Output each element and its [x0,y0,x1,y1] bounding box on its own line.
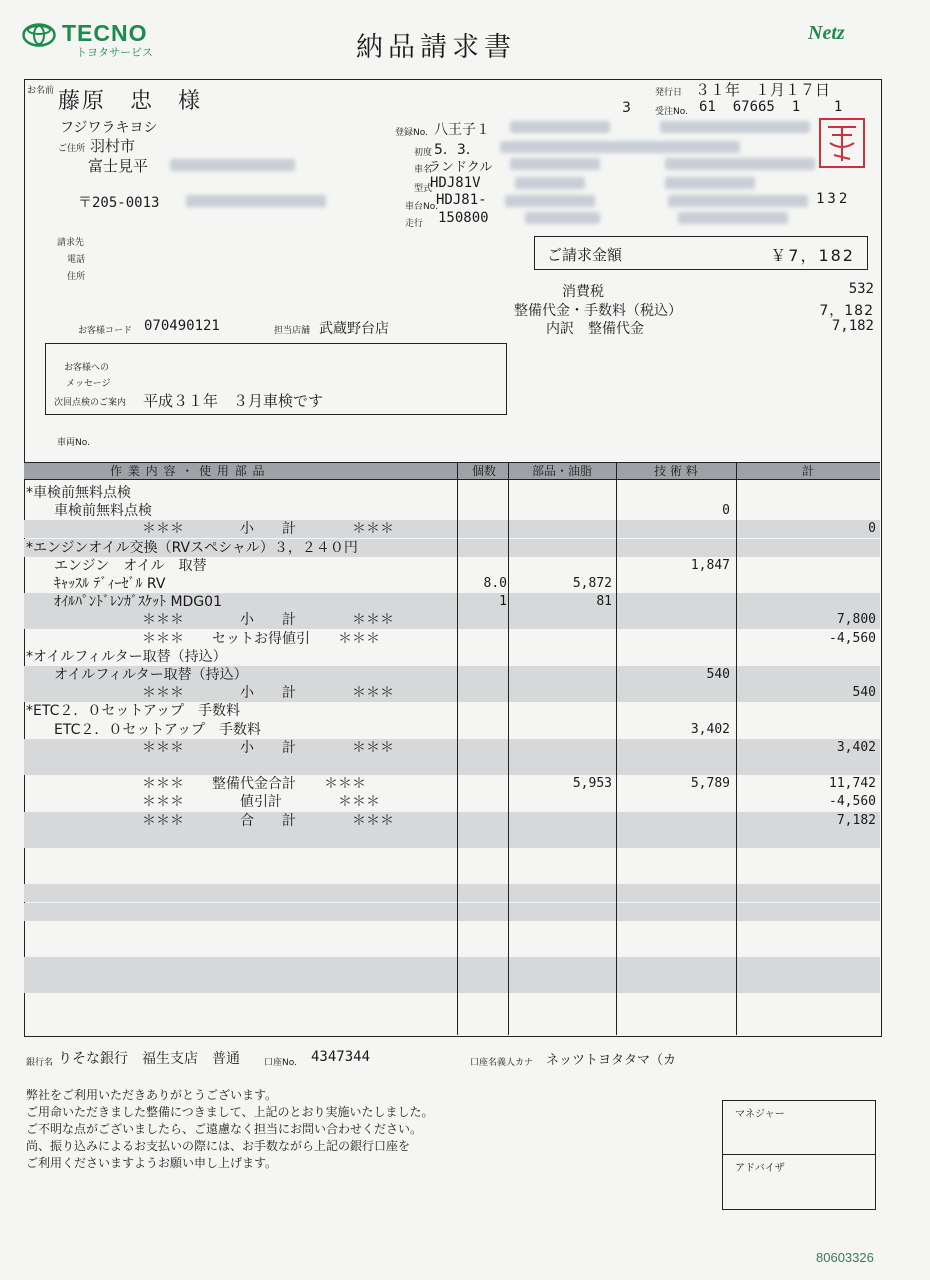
redacted-vehicle-8 [505,195,595,207]
reg-value: 八王子１ [434,122,490,138]
table-row [24,721,880,739]
account-label: 口座No. [264,1058,297,1068]
bill-to-label: 請求先 [57,238,85,248]
table-row [24,757,880,775]
redacted-vehicle-7 [665,177,755,189]
advisor-label: アドバイザ [735,1163,785,1174]
chassis-value: HDJ81- [436,192,487,208]
row-labor: 3,402 [690,721,730,737]
customer-code-label: お客様コード [78,326,133,336]
customer-area: 富士見平 [88,157,149,175]
chassis-tail: 132 [816,191,851,207]
account-number: 4347344 [311,1049,371,1065]
service-value: 7，182 [819,303,874,319]
redacted-address [170,159,295,171]
row-description: *エンジンオイル交換（RVスペシャル）３，２４０円 [26,539,358,556]
redacted-phone [186,195,326,207]
header-total: 計 [801,464,814,478]
order-number: 61 67665 1 1 [699,99,843,115]
postal-code: 〒205-0013 [78,195,160,211]
issue-date-label: 発行日 [655,88,683,98]
row-description: ＊＊＊ 整備代金合計 ＊＊＊ [142,776,366,793]
customer-city: 羽村市 [90,137,136,155]
redacted-vehicle-9 [668,195,808,207]
row-labor: 5,789 [690,776,730,792]
store-name: 武蔵野台店 [319,321,389,337]
netz-logo: Netz [808,22,845,44]
table-row [24,611,880,629]
row-quantity: 1 [499,594,507,610]
row-stripe [24,884,880,902]
table-row [24,557,880,575]
table-row [24,630,880,648]
table-row [24,793,880,811]
breakdown-value: 7,182 [831,318,874,334]
row-description: ＊＊＊ 小 計 ＊＊＊ [142,521,394,538]
row-description: ＊＊＊ 小 計 ＊＊＊ [142,612,394,629]
table-row [24,666,880,684]
row-stripe [24,903,880,921]
row-total: -4,560 [829,630,876,646]
tax-value: 532 [848,281,874,297]
redacted-vehicle-11 [678,212,788,224]
redacted-vehicle-5 [665,158,815,170]
redacted-vehicle-6 [515,177,585,189]
row-description: エンジン オイル 取替 [54,557,207,574]
note-line: ご用命いただきました整備につきまして、上記のとおり実施いたしました。 [26,1105,434,1119]
row-total: 7,182 [836,812,876,828]
row-parts: 81 [596,594,612,610]
row-total: 3,402 [836,739,876,755]
order-label: 受注No. [655,107,688,117]
row-description: ETC２．０セットアップ 手数料 [54,721,261,738]
customer-kana: フジワラキヨシ [60,120,158,136]
model-name-label: 車名 [414,165,433,175]
header-labor: 技 術 料 [654,464,698,478]
breakdown-label: 内訳 整備代金 [546,321,644,337]
customer-name: 藤原 忠 様 [58,89,203,114]
row-stripe [24,830,880,848]
first-reg-label: 初度 [414,148,433,158]
manager-label: マネジャー [735,1109,785,1120]
service-label: 整備代金・手数料（税込） [514,303,682,319]
notes-block [26,1087,434,1172]
redacted-vehicle-2 [660,121,810,133]
billing-amount: ￥7，182 [770,246,855,265]
row-total: 540 [852,685,876,701]
table-row [24,648,880,666]
table-row [24,520,880,538]
row-total: 7,800 [836,612,876,628]
redacted-vehicle-3 [500,141,740,153]
note-line: 弊社をご利用いただきありがとうございます。 [26,1088,278,1102]
billing-amount-box [534,236,868,270]
table-row [24,539,880,557]
table-row [24,593,880,611]
row-parts: 5,872 [572,576,612,591]
row-description: オイルフィルター取替（持込） [54,667,248,683]
row-description: ＊＊＊ 値引計 ＊＊＊ [142,794,380,811]
row-description: *オイルフィルター取替（持込） [26,648,227,665]
table-header [24,462,880,480]
table-row [24,684,880,702]
row-parts: 5,953 [572,776,612,792]
brand-name: TECNO [62,20,148,46]
table-row [24,484,880,502]
order-prefix: 3 [622,100,631,116]
name-label: お名前 [27,86,55,96]
row-description: ＊＊＊ 合 計 ＊＊＊ [142,812,394,829]
message-label-1: お客様への [64,363,110,373]
mileage-label: 走行 [405,219,424,229]
address-label: ご住所 [58,144,86,154]
form-number: 80603326 [816,1250,874,1265]
table-row [24,575,880,593]
vehicle-no-label: 車両No. [57,438,90,448]
tecno-logo [22,20,202,60]
next-inspection-label: 次回点検のご案内 [54,398,127,408]
toyota-emblem-icon [22,23,56,47]
table-row [24,702,880,720]
row-stripe [24,975,880,993]
bank-name: りそな銀行 福生支店 普通 [58,1051,240,1067]
staff-box [722,1100,876,1210]
row-total: -4,560 [829,794,876,810]
note-line: ご不明な点がございましたら、ご遠慮なく担当にお問い合わせください。 [26,1122,423,1136]
tax-label: 消費税 [562,284,604,300]
first-reg-value: 5．3． [434,142,480,158]
customer-code: 070490121 [144,318,220,334]
row-description: *車検前無料点検 [26,485,131,501]
addr-label: 住所 [67,272,86,282]
page-title: 納品請求書 [356,32,516,63]
type-value: HDJ81V [430,175,481,191]
table-row [24,739,880,757]
next-inspection-text: 平成３１年 ３月車検です [143,392,324,410]
header-parts: 部品・油脂 [531,464,592,478]
row-total: 11,742 [829,776,876,792]
row-description: ｷｬｯｽﾙ ﾃﾞｨｰｾﾞﾙ RV [54,576,166,592]
row-description: ＊＊＊ 小 計 ＊＊＊ [142,739,394,756]
header-qty: 個数 [471,464,496,478]
table-row [24,775,880,793]
message-label-2: メッセージ [66,379,111,389]
billing-amount-label: ご請求金額 [547,246,623,264]
redacted-vehicle-1 [510,121,610,133]
reg-label: 登録No. [395,128,428,138]
seal-stamp-icon [818,117,866,169]
note-line: 尚、振り込みによるお支払いの際には、お手数ながら上記の銀行口座を [26,1139,411,1153]
row-quantity: 8.0 [483,576,507,591]
row-description: ＊＊＊ セットお得値引 ＊＊＊ [142,630,380,647]
row-total: 0 [868,521,876,537]
row-labor: 1,847 [690,557,730,573]
row-labor: 540 [706,667,730,682]
row-description: ＊＊＊ 小 計 ＊＊＊ [142,685,394,702]
store-label: 担当店舗 [274,326,311,336]
table-row [24,812,880,830]
header-desc: 作 業 内 容 ・ 使 用 部 品 [110,464,266,478]
issue-date: ３１年 １月１７日 [695,81,831,99]
holder-name: ネッツトヨタタマ（カ [546,1053,677,1068]
row-description: 車検前無料点検 [54,503,152,520]
row-description: ｵｲﾙﾊﾟﾝﾄﾞﾚﾝｶﾞｽｹｯﾄ MDG01 [54,594,222,611]
row-stripe [24,957,880,975]
row-labor: 0 [722,503,730,519]
redacted-vehicle-4 [510,158,600,170]
model-name-value: ランドクル [428,160,493,175]
redacted-vehicle-10 [525,212,600,224]
table-row [24,502,880,520]
phone-label: 電話 [67,255,86,265]
row-description: *ETC２．０セットアップ 手数料 [26,703,240,720]
holder-label: 口座名義人カナ [470,1058,534,1068]
type-label: 型式 [414,184,433,194]
mileage-value: 150800 [438,210,489,226]
bank-label: 銀行名 [26,1058,54,1068]
chassis-label: 車台No. [405,202,438,212]
note-line: ご利用くださいますようお願い申し上げます。 [26,1156,278,1170]
brand-subtitle: トヨタサービス [76,46,153,59]
